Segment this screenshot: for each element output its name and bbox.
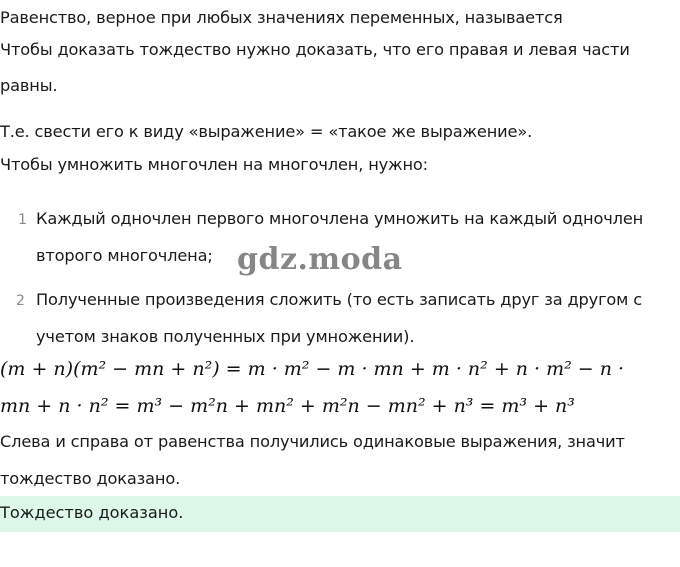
text-line-prove-2: равны. <box>0 76 58 95</box>
text-line-multiply-rule: Чтобы умножить многочлен на многочлен, нужно: <box>0 155 428 174</box>
math-expression-line-2: mn + n · n² = m³ − m²n + mn² + m²n − mn² + n³ = m³ + n³ <box>0 395 575 417</box>
answer-box <box>0 496 680 532</box>
list-number-1: 1 <box>18 212 27 228</box>
text-line-reduce: Т.е. свести его к виду «выражение» = «такое же выражение». <box>0 122 533 141</box>
watermark-logo: gdz.moda <box>237 242 403 277</box>
list-number-2: 2 <box>16 293 25 309</box>
conclusion-line-1: Слева и справа от равенства получились одинаковые выражения, значит <box>0 432 625 451</box>
list-item-1-line-2: второго многочлена; <box>36 246 213 265</box>
math-expression-line-1: (m + n)(m² − mn + n²) = m · m² − m · mn + m · n² + n · m² − n · <box>0 358 625 380</box>
list-item-2-line-1: Полученные произведения сложить (то есть записать друг за другом с <box>36 290 642 309</box>
list-item-1-line-1: Каждый одночлен первого многочлена умножить на каждый одночлен <box>36 209 644 228</box>
text-line-definition: Равенство, верное при любых значениях переменных, называется <box>0 8 563 27</box>
conclusion-line-2: тождество доказано. <box>0 469 181 488</box>
list-item-2-line-2: учетом знаков полученных при умножении). <box>36 327 415 346</box>
answer-text: Тождество доказано. <box>0 503 184 522</box>
text-line-prove-1: Чтобы доказать тождество нужно доказать, что его правая и левая части <box>0 40 630 59</box>
